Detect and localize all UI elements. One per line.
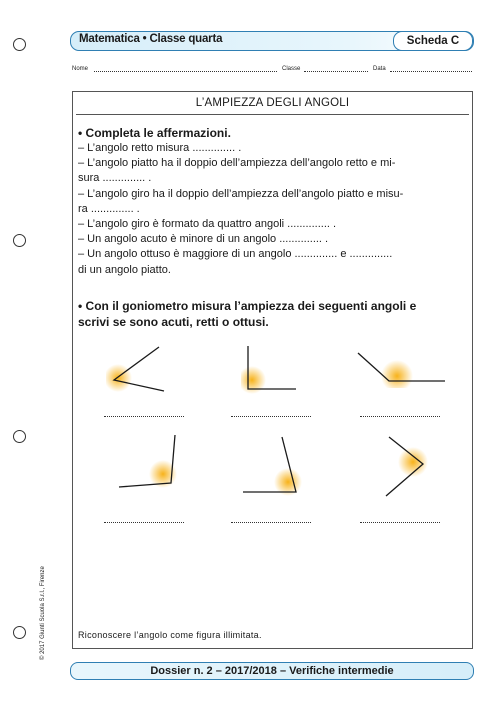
answer-line-6[interactable] <box>360 521 440 523</box>
answer-line-3[interactable] <box>360 415 440 417</box>
exercise-1-line: ra .............. . <box>78 202 140 215</box>
angle-figure-4 <box>113 432 183 492</box>
exercise-1 <box>78 125 466 278</box>
exercise-1-line: – Un angolo acuto è minore di un angolo .............. . <box>78 233 329 246</box>
punch-hole-2 <box>13 234 26 247</box>
exercise-1-line: sura .............. . <box>78 172 152 185</box>
exercise-1-line: – L’angolo giro ha il doppio dell’ampiezza dell’angolo piatto e misu- <box>78 187 404 200</box>
answer-line-5[interactable] <box>231 521 311 523</box>
exercise-2-heading-line1: • Con il goniometro misura l’ampiezza dei seguenti angoli e <box>78 299 417 313</box>
data-label: Data <box>373 66 386 72</box>
exercise-1-line: – L’angolo giro è formato da quattro angoli .............. . <box>78 218 337 231</box>
exercise-1-line: di un angolo piatto. <box>78 263 171 276</box>
exercise-2 <box>78 298 466 330</box>
answer-line-2[interactable] <box>231 415 311 417</box>
learning-objective: Riconoscere l’angolo come figura illimitata. <box>78 630 262 640</box>
exercise-1-heading: • Completa le affermazioni. <box>78 126 231 140</box>
exercise-1-line: – Un angolo ottuso è maggiore di un angolo .............. e .............. <box>78 248 393 261</box>
scheda-badge: Scheda C <box>393 31 473 51</box>
angle-figure-2 <box>241 344 311 394</box>
student-info-row <box>72 66 472 78</box>
classe-field[interactable] <box>304 66 368 72</box>
worksheet-title: L’AMPIEZZA DEGLI ANGOLI <box>195 97 350 109</box>
worksheet-panel <box>72 91 473 649</box>
answer-line-4[interactable] <box>104 521 184 523</box>
punch-hole-3 <box>13 430 26 443</box>
angle-figure-3 <box>355 348 455 388</box>
copyright-notice: © 2017 Giunti Scuola S.r.l., Firenze <box>40 566 46 660</box>
exercise-2-heading-line2: scrivi se sono acuti, retti o ottusi. <box>78 315 269 329</box>
angle-figure-5 <box>238 432 308 497</box>
header-bar <box>70 31 474 51</box>
answer-line-1[interactable] <box>104 415 184 417</box>
punch-hole-4 <box>13 626 26 639</box>
nome-label: Nome <box>72 66 89 72</box>
exercise-1-line: – L’angolo piatto ha il doppio dell’ampiezza dell’angolo retto e mi- <box>78 157 396 170</box>
classe-label: Classe <box>282 66 301 72</box>
angle-figure-6 <box>373 432 433 502</box>
exercise-1-line: – L’angolo retto misura .............. . <box>78 142 242 154</box>
angle-figure-1 <box>106 344 196 394</box>
bottom-bar: Dossier n. 2 – 2017/2018 – Verifiche intermedie <box>70 662 474 680</box>
title-divider <box>76 114 469 115</box>
punch-hole-1 <box>13 38 26 51</box>
data-field[interactable] <box>390 66 472 72</box>
subject-label: Matematica • Classe quarta <box>79 33 223 45</box>
nome-field[interactable] <box>94 66 277 72</box>
